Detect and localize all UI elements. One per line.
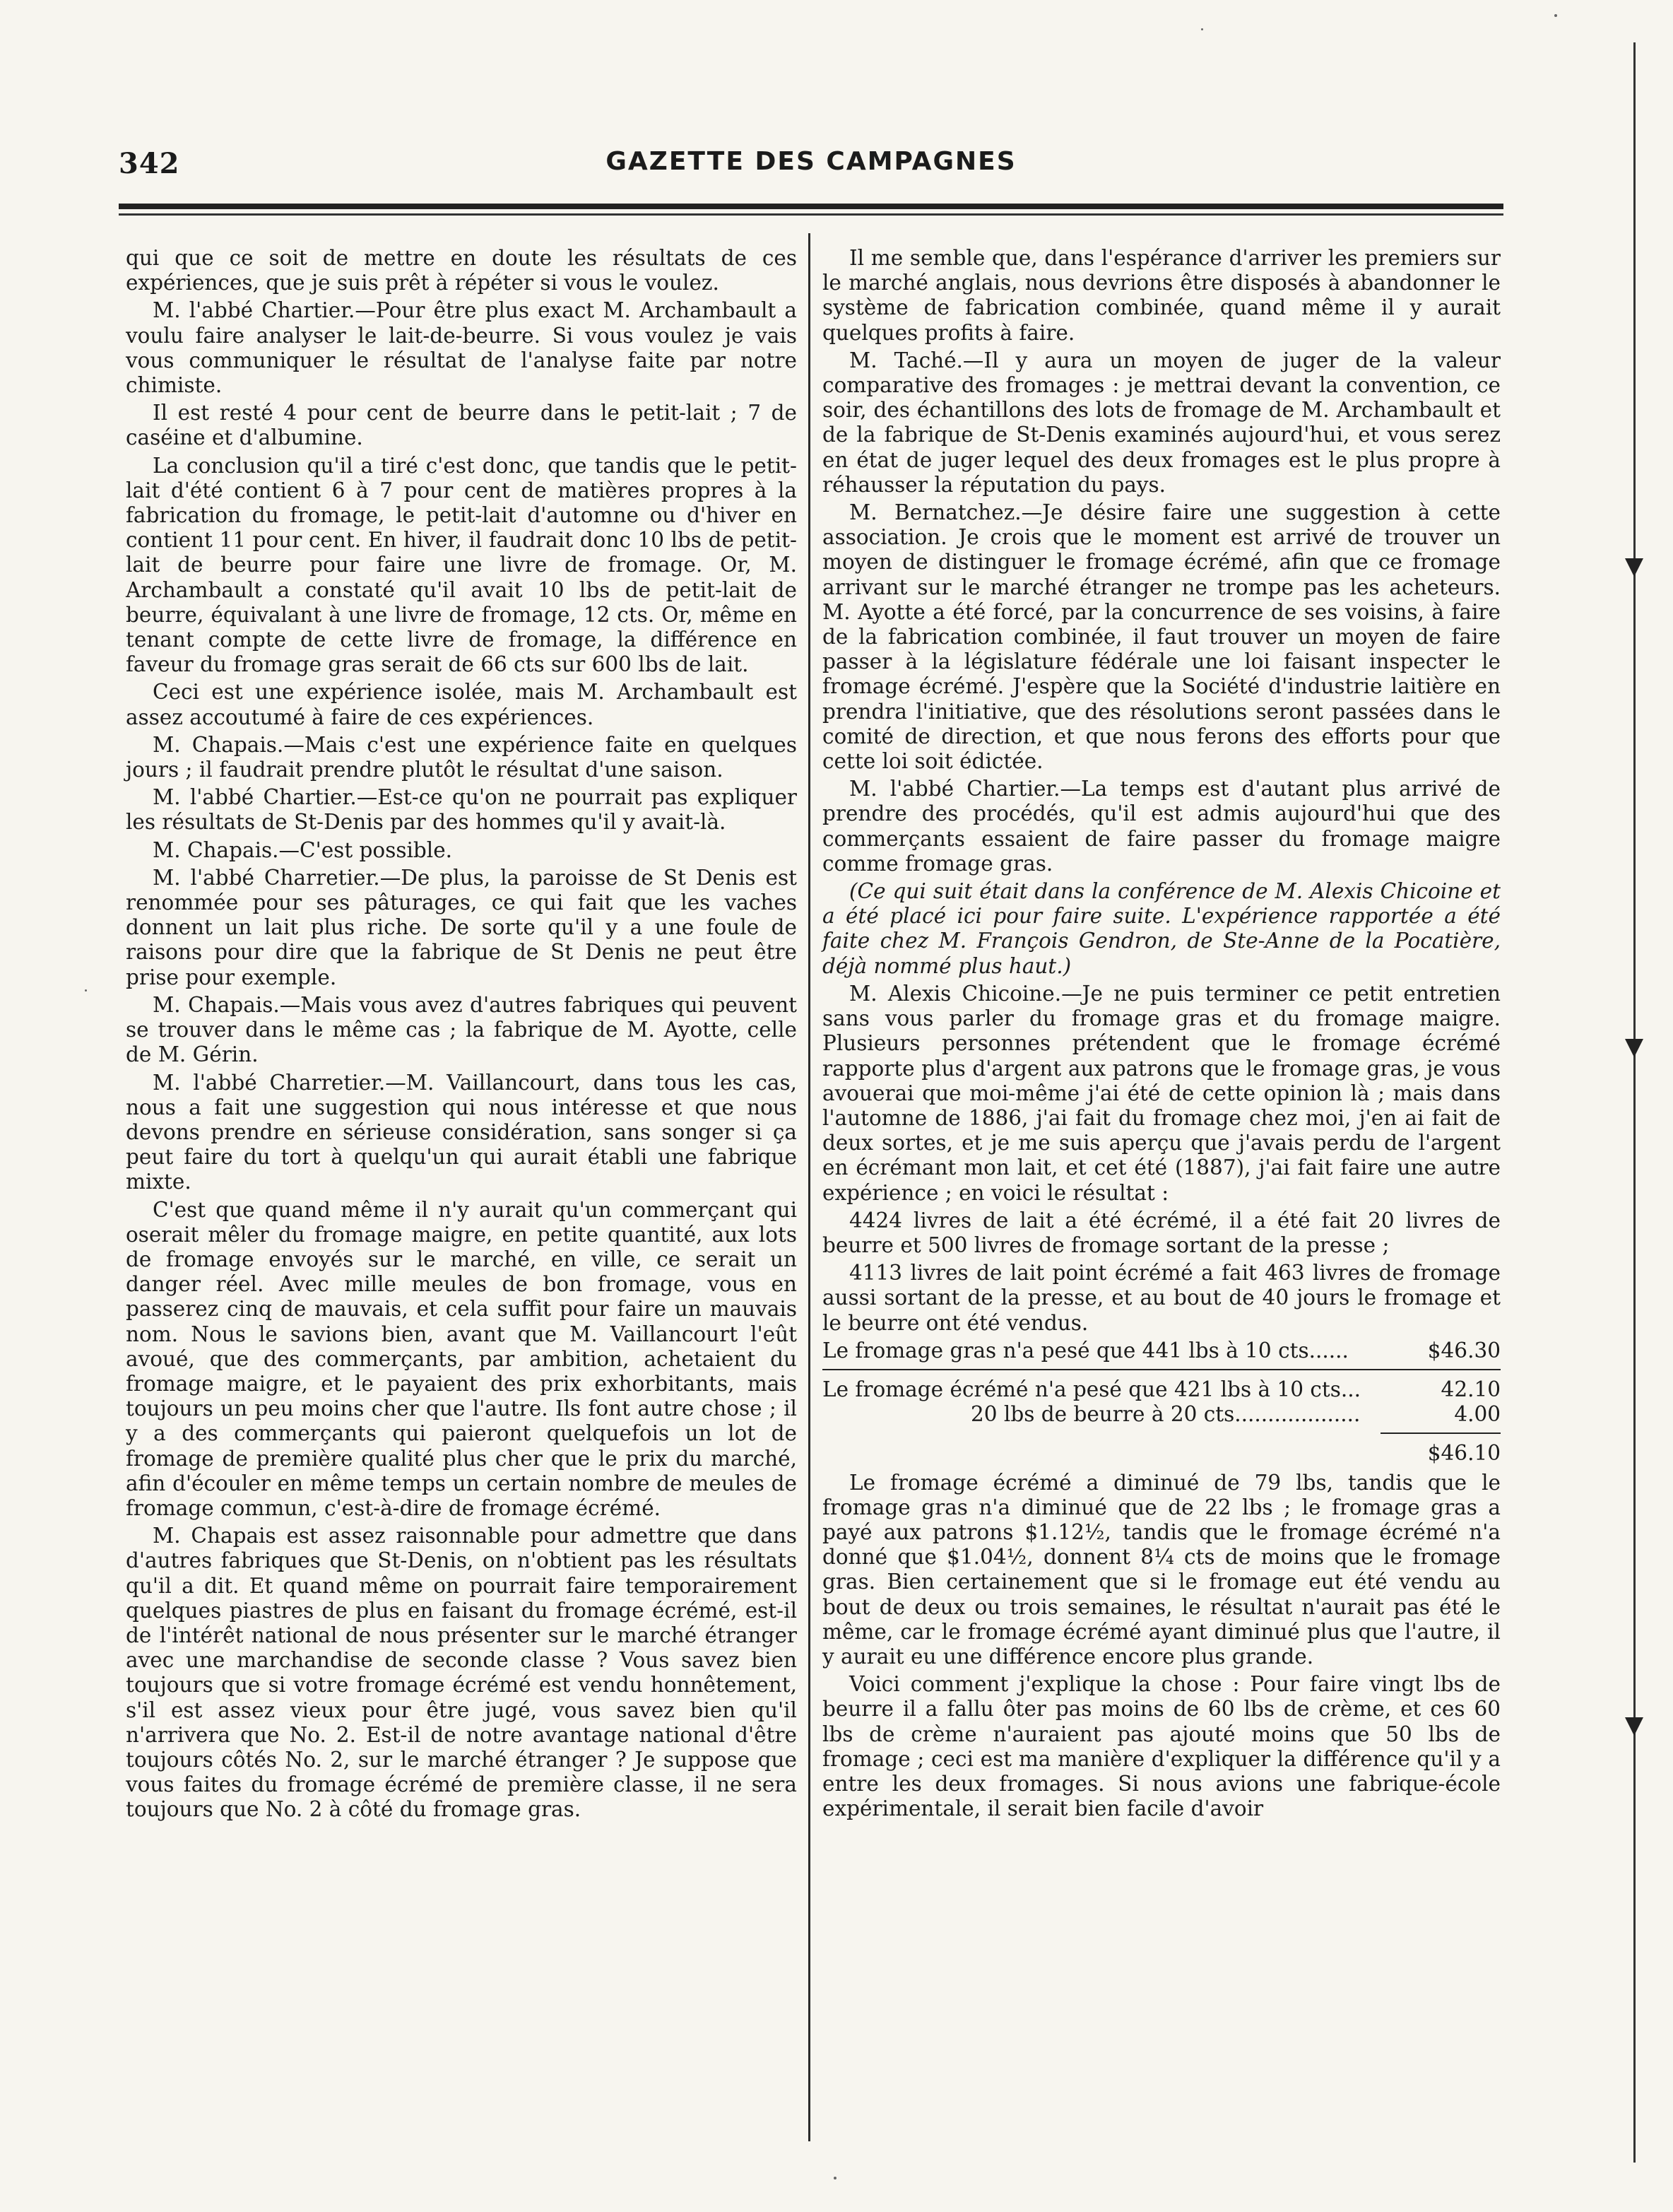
paragraph: Le fromage écrémé a diminué de 79 lbs, tandis que le fromage gras n'a diminué que de 22 lbs ; le fromage gras a payé aux patrons $1.12½, tandis que le fromage écrémé n'a donné que $1.04½, donnent 8¼ cts de moins que le fromage gras. Bien certainement que si le fromage eut été vendu au bout de deux ou trois semaines, le résultat n'aurait pas été le même, car le fromage écrémé ayant diminué plus que l'autre, il y aurait eu une différence encore plus grande. — [822, 1470, 1501, 1669]
paragraph: M. l'abbé Chartier.—La temps est d'autant plus arrivé de prendre des procédés, qu'il est admis aujourd'hui que des commerçants essaient de faire passer du fromage maigre comme fromage gras. — [822, 777, 1501, 876]
page-number: 342 — [119, 147, 180, 180]
paragraph: M. Chapais est assez raisonnable pour admettre que dans d'autres fabriques que St-Denis, on n'obtient pas les résultats qu'il a dit. Et quand même on pourrait faire temporairement quelques piastres de plus en faisant du fromage écrémé, est-il de l'intérêt national de nous présenter sur le marché étranger avec une marchandise de seconde classe ? Vous savez bien toujours que si votre fromage écrémé est vendu honnêtement, s'il est assez vieux pour être jugé, vous savez bien qu'il n'arrivera que No. 2. Est-il de notre avantage national d'être toujours côtés No. 2, sur le marché étranger ? Je suppose que vous faites du fromage écrémé de première classe, il ne sera toujours que No. 2 à côté du fromage gras. — [126, 1524, 797, 1822]
ledger-row-gras — [822, 1339, 1501, 1363]
running-title: GAZETTE DES CAMPAGNES — [605, 147, 1017, 176]
ledger-row-beurre — [822, 1402, 1501, 1427]
paragraph: M. l'abbé Charretier.—M. Vaillancourt, dans tous les cas, nous a fait une suggestion qui nous intéresse et que nous devons prendre en sérieuse considération, sans songer si ça peut faire du tort à quelqu'un qui aurait établi une fabrique mixte. — [126, 1070, 797, 1194]
header-rule-thick — [119, 204, 1503, 209]
left-column — [126, 246, 797, 1825]
margin-arrow-mark — [1625, 1039, 1643, 1057]
ledger-row-ecreme — [822, 1377, 1501, 1402]
paragraph: La conclusion qu'il a tiré c'est donc, que tandis que le petit-lait d'été contient 6 à 7 pour cent de matières propres à la fabrication du fromage, le petit-lait d'automne ou d'hiver en contient 11 pour cent. En hiver, il faudrait donc 10 lbs de petit-lait de beurre pour faire une livre de fromage. Or, M. Archambault a constaté qu'il avait 10 lbs de petit-lait de beurre, équivalant à une livre de fromage, 12 cts. Or, même en tenant compte de cette livre de fromage, la différence en faveur du fromage gras serait de 66 cts sur 600 lbs de lait. — [126, 453, 797, 677]
paragraph: M. Taché.—Il y aura un moyen de juger de la valeur comparative des fromages : je mettrai devant la convention, ce soir, des échantillons des lots de fromage de M. Archambault et de la fabrique de St-Denis examinés aujourd'hui, et vous serez en état de juger lequel des deux fromages est le plus propre à réhausser la réputation du pays. — [822, 348, 1501, 497]
ledger-rule — [1381, 1432, 1501, 1434]
paragraph: M. Bernatchez.—Je désire faire une suggestion à cette association. Je crois que le moment est arrivé de trouver un moyen de distinguer le fromage écrémé, afin que ce fromage arrivant sur le marché étranger ne trompe pas les acheteurs. M. Ayotte a été forcé, par la concurrence de ses voisins, à faire de la fabrication combinée, il faut trouver un moyen de faire passer à la législature fédérale une loi faisant inspecter le fromage écrémé. J'espère que la Société d'industrie laitière en prendra l'initiative, que des résolutions seront passées dans le comité de direction, et que nous ferons des efforts pour que cette loi soit édictée. — [822, 500, 1501, 774]
margin-arrow-mark — [1625, 558, 1643, 577]
paragraph: M. Alexis Chicoine.—Je ne puis terminer ce petit entretien sans vous parler du fromage gras et du fromage maigre. Plusieurs personnes prétendent que le fromage écrémé rapporte plus d'argent aux patrons que le fromage gras, je vous avouerai que moi-même j'ai été de cette opinion là ; mais dans l'automne de 1886, j'ai fait du fromage chez moi, j'en ai fait de deux sortes, et je me suis aperçu que j'avais perdu de l'argent en écrémant mon lait, et cet été (1887), j'ai fait faire une autre expérience ; en voici le résultat : — [822, 981, 1501, 1205]
ledger-rule — [822, 1369, 1501, 1370]
ledger-label: 20 lbs de beurre à 20 cts................... — [971, 1402, 1361, 1427]
paragraph: C'est que quand même il n'y aurait qu'un commerçant qui oserait mêler du fromage maigre, en petite quantité, aux lots de fromage envoyés sur le marché, en ville, ce serait un danger réel. Avec mille meules de bon fromage, vous en passerez cinq de mauvais, et cela suffit pour faire un mauvais nom. Nous le savions bien, avant que M. Vaillancourt l'eût avoué, que des commerçants, par ambition, achetaient du fromage maigre, et le payaient des prix exhorbitants, mais toujours un peu moins cher que l'autre. Ils font autre chose ; il y a des commerçants qui paieront quelquefois un lot de fromage de première qualité plus cher que le prix du marché, afin d'écouler en même temps un certain nombre de meules de fromage commun, c'est-à-dire de fromage écrémé. — [126, 1197, 797, 1520]
paragraph: M. Chapais.—Mais vous avez d'autres fabriques qui peuvent se trouver dans le même cas ; la fabrique de M. Ayotte, celle de M. Gérin. — [126, 992, 797, 1067]
ledger-total: $46.10 — [1427, 1441, 1501, 1466]
margin-arrow-mark — [1625, 1717, 1643, 1736]
paragraph: Voici comment j'explique la chose : Pour faire vingt lbs de beurre il a fallu ôter pas moins de 60 lbs de crème, et ces 60 lbs de crème n'auraient pas ajouté moins que 50 lbs de fromage ; ceci est ma manière d'expliquer la différence qu'il y a entre les deux fromages. Si nous avions une fabrique-école expérimentale, il serait bien facile d'avoir — [822, 1672, 1501, 1821]
binding-margin-line — [1633, 42, 1636, 2163]
right-column — [822, 246, 1501, 1824]
ledger-row-total — [822, 1441, 1501, 1466]
paragraph: 4424 livres de lait a été écrémé, il a été fait 20 livres de beurre et 500 livres de fromage sortant de la presse ; — [822, 1208, 1501, 1257]
ledger-amount: 4.00 — [1454, 1402, 1501, 1427]
column-divider — [808, 233, 810, 2141]
scan-speck — [1201, 28, 1203, 30]
scan-speck — [85, 989, 87, 992]
paragraph: 4113 livres de lait point écrémé a fait 463 livres de fromage aussi sortant de la presse, et au bout de 40 jours le fromage et le beurre ont été vendus. — [822, 1261, 1501, 1335]
paragraph: Ceci est une expérience isolée, mais M. Archambault est assez accoutumé à faire de ces expériences. — [126, 680, 797, 729]
header-rule-thin — [119, 213, 1503, 216]
paragraph: M. Chapais.—Mais c'est une expérience faite en quelques jours ; il faudrait prendre plutôt le résultat d'une saison. — [126, 732, 797, 782]
paragraph: qui que ce soit de mettre en doute les résultats de ces expériences, que je suis prêt à répéter si vous le voulez. — [126, 246, 797, 295]
ledger-label: Le fromage écrémé n'a pesé que 421 lbs à 10 cts... — [822, 1377, 1361, 1401]
editorial-note: (Ce qui suit était dans la conférence de M. Alexis Chicoine et a été placé ici pour faire suite. L'expérience rapportée a été faite chez M. François Gendron, de Ste-Anne de la Pocatière, déjà nommé plus haut.) — [822, 879, 1501, 978]
paragraph: M. Chapais.—C'est possible. — [153, 837, 453, 862]
paragraph: M. l'abbé Chartier.—Pour être plus exact M. Archambault a voulu faire analyser le lait-de-beurre. Si vous voulez je vais vous communiquer le résultat de l'analyse faite par notre chimiste. — [126, 298, 797, 398]
ledger-amount: 42.10 — [1441, 1377, 1501, 1401]
ledger-label: Le fromage gras n'a pesé que 441 lbs à 10 cts...... — [822, 1338, 1349, 1363]
paragraph: Il est resté 4 pour cent de beurre dans le petit-lait ; 7 de caséine et d'albumine. — [126, 401, 797, 450]
paragraph: Il me semble que, dans l'espérance d'arriver les premiers sur le marché anglais, nous devrions être disposés à abandonner le système de fabrication combinée, quand même il y aurait quelques profits à faire. — [822, 246, 1501, 345]
paragraph: M. l'abbé Chartier.—Est-ce qu'on ne pourrait pas expliquer les résultats de St-Denis par des hommes qu'il y avait-là. — [126, 785, 797, 835]
page-header — [119, 141, 1503, 184]
ledger-amount: $46.30 — [1427, 1338, 1501, 1363]
cheese-ledger — [822, 1339, 1501, 1466]
scan-speck — [1554, 14, 1557, 17]
paragraph: M. l'abbé Charretier.—De plus, la paroisse de St Denis est renommée pour ses pâturages, ce qui fait que les vaches donnent un lait plus riche. De sorte qu'il y a une foule de raisons pour dire que la fabrique de St Denis ne peut être prise pour exemple. — [126, 865, 797, 989]
scan-speck — [834, 2177, 836, 2179]
